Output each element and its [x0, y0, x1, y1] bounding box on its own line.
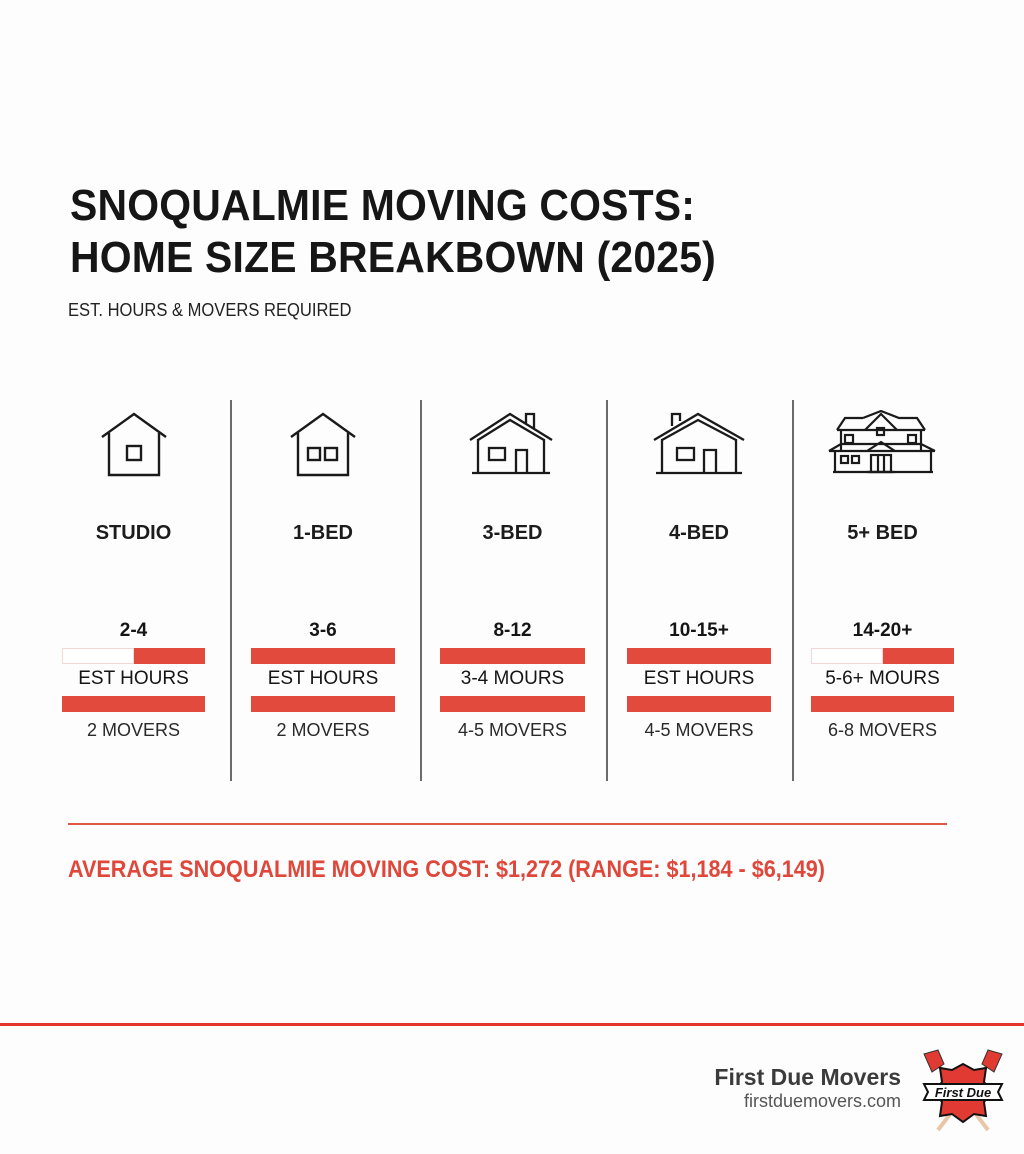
hours-label: 3-4 MOURS: [460, 668, 565, 689]
hours-label: EST HOURS: [78, 668, 189, 689]
home-size-label: STUDIO: [95, 522, 172, 544]
column-divider: [420, 400, 422, 781]
hours-range: 14-20+: [852, 620, 913, 641]
hours-range: 3-6: [309, 620, 337, 641]
column-divider: [606, 400, 608, 781]
hours-bar: [811, 648, 954, 664]
first-due-logo-icon: [918, 1048, 1008, 1136]
house-3bed-icon: [468, 410, 558, 476]
column-studio: [62, 400, 205, 780]
brand-name: First Due Movers: [714, 1064, 901, 1090]
column-divider: [792, 400, 794, 781]
summary-divider: [68, 823, 947, 825]
hours-label: EST HOURS: [643, 668, 755, 689]
movers-bar: [440, 696, 585, 712]
movers-bar: [251, 696, 395, 712]
brand-url[interactable]: firstduemovers.com: [743, 1091, 901, 1111]
home-size-label: 4-BED: [668, 522, 729, 544]
title-line-2: HOME SIZE BREAKBOWN (2025): [70, 233, 717, 282]
movers-bar: [811, 696, 954, 712]
movers-count: 6-8 MOVERS: [827, 720, 938, 740]
hours-bar: [440, 648, 585, 664]
house-5bed-icon: [827, 410, 939, 476]
home-size-label: 1-BED: [292, 522, 353, 544]
subtitle: EST. HOURS & MOVERS REQUIRED: [68, 300, 352, 320]
hours-bar: [62, 648, 205, 664]
movers-bar: [627, 696, 771, 712]
page-title: [70, 180, 716, 284]
movers-count: 2 MOVERS: [86, 720, 181, 740]
movers-bar: [62, 696, 205, 712]
hours-bar: [627, 648, 771, 664]
house-studio-icon: [99, 410, 169, 480]
hours-bar: [251, 648, 395, 664]
hours-range: 10-15+: [669, 620, 729, 641]
hours-range: 8-12: [493, 620, 532, 641]
home-size-label: 5+ BED: [847, 522, 918, 544]
home-size-label: 3-BED: [482, 522, 543, 544]
column-1-bed: [251, 400, 395, 780]
column-3-bed: [440, 400, 585, 780]
average-cost-summary: AVERAGE SNOQUALMIE MOVING COST: $1,272 (RANGE: $1,184 - $6,149): [68, 856, 826, 883]
hours-range: 2-4: [119, 620, 148, 641]
house-4bed-icon: [652, 410, 746, 476]
column-4-bed: [627, 400, 771, 780]
column-divider: [230, 400, 232, 781]
title-line-1: SNOQUALMIE MOVING COSTS:: [70, 181, 696, 230]
house-1bed-icon: [288, 410, 358, 480]
hours-label: 5-6+ MOURS: [825, 668, 940, 689]
footer-divider: [0, 1023, 1024, 1026]
movers-count: 4-5 MOVERS: [457, 720, 568, 740]
logo-text: First Due: [934, 1085, 992, 1100]
column-5-plus-bed: [811, 400, 954, 780]
movers-count: 4-5 MOVERS: [644, 720, 754, 740]
movers-count: 2 MOVERS: [276, 720, 370, 740]
hours-label: EST HOURS: [267, 668, 379, 689]
